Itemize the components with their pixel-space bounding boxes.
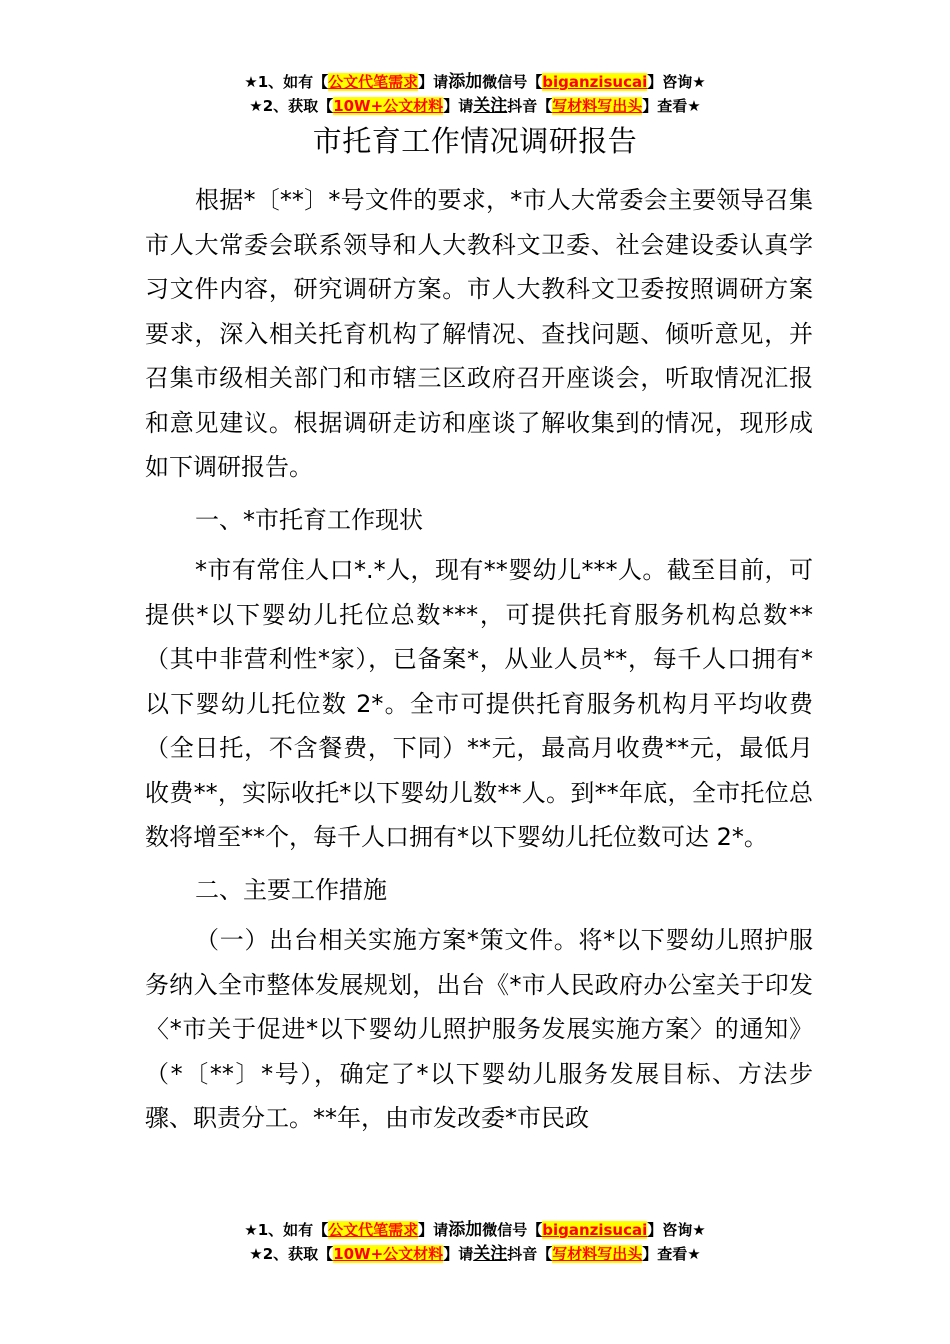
emphasis-text: 关注 xyxy=(473,96,508,116)
banner-line-2 xyxy=(0,94,950,118)
footer-banner xyxy=(0,1218,950,1266)
douyin-id: 写材料写出头 xyxy=(552,1245,643,1263)
banner-text: 】咨询★ xyxy=(647,73,706,91)
banner-text: 微信号【 xyxy=(482,1221,543,1239)
highlight-text: 公文代笔需求 xyxy=(328,73,419,91)
banner-text: ★1、如有【 xyxy=(244,1221,329,1239)
banner-text: ★2、获取【 xyxy=(249,1245,334,1263)
douyin-id: 写材料写出头 xyxy=(552,97,643,115)
banner-text: ★2、获取【 xyxy=(249,97,334,115)
banner-text: 】请 xyxy=(443,1245,474,1263)
emphasis-text: 添加 xyxy=(448,72,483,92)
banner-text: 】咨询★ xyxy=(647,1221,706,1239)
banner-line-1 xyxy=(0,70,950,94)
banner-text: 微信号【 xyxy=(482,73,543,91)
banner-line-2 xyxy=(0,1242,950,1266)
paragraph-measures: （一）出台相关实施方案*策文件。将*以下婴幼儿照护服务纳入全市整体发展规划，出台《*市人民政府办公室关于印发〈*市关于促进*以下婴幼儿照护服务发展实施方案〉的通知》（*〔**〕*号），确定了*以下婴幼儿服务发展目标、方法步骤、职责分工。**年，由市发改委*市民政 xyxy=(145,926,813,1132)
document-body xyxy=(145,178,813,1141)
section-heading-2: 二、主要工作措施 xyxy=(195,875,387,904)
emphasis-text: 关注 xyxy=(473,1244,508,1264)
banner-text: 】请 xyxy=(443,97,474,115)
banner-text: 抖音【 xyxy=(507,97,553,115)
header-banner xyxy=(0,70,950,118)
banner-text: 】查看★ xyxy=(642,97,701,115)
wechat-id: biganzisucai xyxy=(542,73,648,91)
banner-text: 】请 xyxy=(418,73,449,91)
wechat-id: biganzisucai xyxy=(542,1221,648,1239)
highlight-text: 公文代笔需求 xyxy=(328,1221,419,1239)
banner-text: 】请 xyxy=(418,1221,449,1239)
highlight-text: 10W+公文材料 xyxy=(333,97,444,115)
document-title: 市托育工作情况调研报告 xyxy=(312,124,638,158)
paragraph-intro: 根据*〔**〕*号文件的要求，*市人大常委会主要领导召集市人大常委会联系领导和人大教科文卫委、社会建设委认真学习文件内容，研究调研方案。市人大教科文卫委按照调研方案要求，深入相关托育机构了解情况、查找问题、倾听意见，并召集市级相关部门和市辖三区政府召开座谈会，听取情况汇报和意见建议。根据调研走访和座谈了解收集到的情况，现形成如下调研报告。 xyxy=(145,186,813,481)
paragraph-status: *市有常住人口*.*人，现有**婴幼儿***人。截至目前，可提供*以下婴幼儿托位总数***，可提供托育服务机构总数**（其中非营利性*家），已备案*，从业人员**，每千人口拥有*以下婴幼儿托位数 2*。全市可提供托育服务机构月平均收费（全日托，不含餐费，下同）**元，最高月收费**元，最低月收费**，实际收托*以下婴幼儿数**人。到**年底，全市托位总数将增至**个，每千人口拥有*以下婴幼儿托位数可达 2*。 xyxy=(145,556,813,851)
banner-text: 抖音【 xyxy=(507,1245,553,1263)
banner-text: 】查看★ xyxy=(642,1245,701,1263)
banner-line-1 xyxy=(0,1218,950,1242)
emphasis-text: 添加 xyxy=(448,1220,483,1240)
section-heading-1: 一、*市托育工作现状 xyxy=(195,505,423,534)
banner-text: ★1、如有【 xyxy=(244,73,329,91)
highlight-text: 10W+公文材料 xyxy=(333,1245,444,1263)
